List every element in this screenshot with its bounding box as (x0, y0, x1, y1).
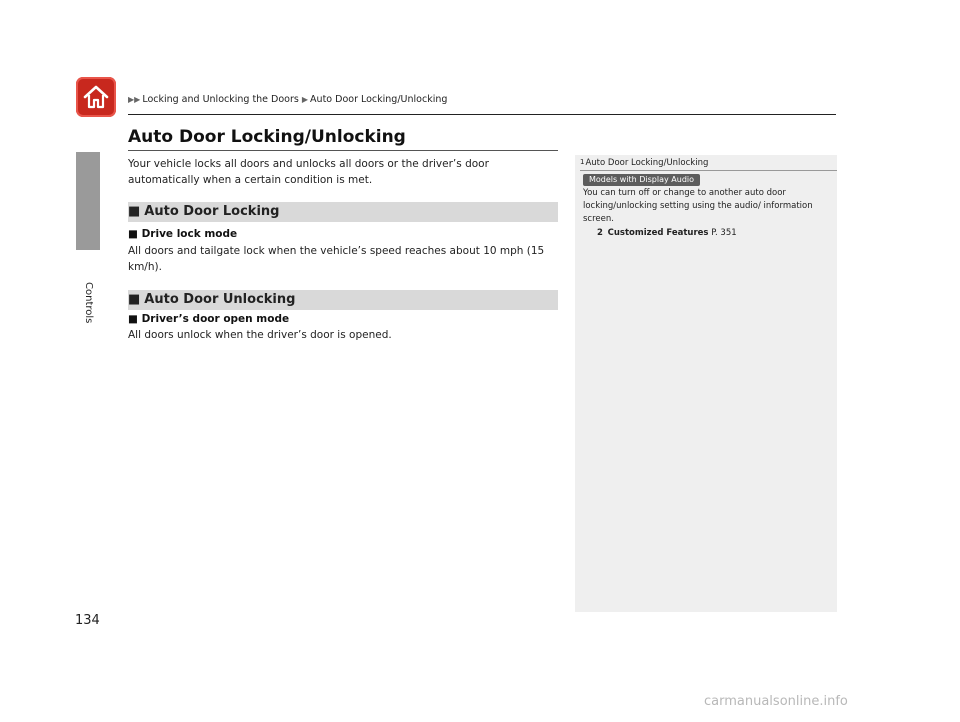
square-bullet-icon: ■ (128, 292, 141, 307)
cross-reference-title: Customized Features (607, 228, 709, 238)
home-button[interactable] (76, 77, 116, 117)
cross-reference-icon: 2 (597, 228, 603, 238)
reference-mark-icon: 1 (580, 158, 585, 166)
home-icon (82, 84, 110, 110)
subheading-drive-lock: ■ Drive lock mode (128, 228, 238, 240)
side-note-text: You can turn off or change to another auto door locking/unlocking setting using the audio/ information screen. (583, 188, 813, 224)
cross-reference-link[interactable] (597, 228, 737, 238)
page-title: Auto Door Locking/Unlocking (128, 127, 406, 147)
section-label: Controls (83, 282, 94, 324)
breadcrumb-item-current: Auto Door Locking/Unlocking (310, 94, 448, 105)
square-bullet-icon: ■ (128, 228, 138, 240)
intro-text: Your vehicle locks all doors and unlocks all doors or the driver’s door automatically when a certain condition is met. (128, 158, 489, 186)
square-bullet-icon: ■ (128, 204, 141, 219)
body-driver-door: All doors unlock when the driver’s door is opened. (128, 329, 392, 341)
side-note-title: 1Auto Door Locking/Unlocking (580, 158, 709, 168)
page-number: 134 (75, 613, 100, 628)
section-tab-marker (76, 152, 100, 250)
title-divider (128, 150, 558, 151)
square-bullet-icon: ■ (128, 313, 138, 325)
breadcrumb-item-doors[interactable]: Locking and Unlocking the Doors (142, 94, 299, 105)
breadcrumb-arrow-icon: ▶ (301, 95, 309, 104)
body-drive-lock: All doors and tailgate lock when the vehicle’s speed reaches about 10 mph (15 km/h). (128, 245, 545, 273)
section-heading-locking: ■ Auto Door Locking (128, 202, 558, 222)
watermark: carmanualsonline.info (704, 694, 848, 709)
side-note-divider (580, 170, 837, 171)
subheading-driver-door: ■ Driver’s door open mode (128, 313, 290, 325)
breadcrumb (128, 94, 447, 105)
section-heading-unlocking: ■ Auto Door Unlocking (128, 290, 558, 310)
cross-reference-page: P. 351 (711, 228, 737, 238)
model-badge: Models with Display Audio (583, 174, 700, 186)
header-divider (128, 114, 836, 115)
breadcrumb-arrow-icon: ▶▶ (128, 95, 141, 104)
